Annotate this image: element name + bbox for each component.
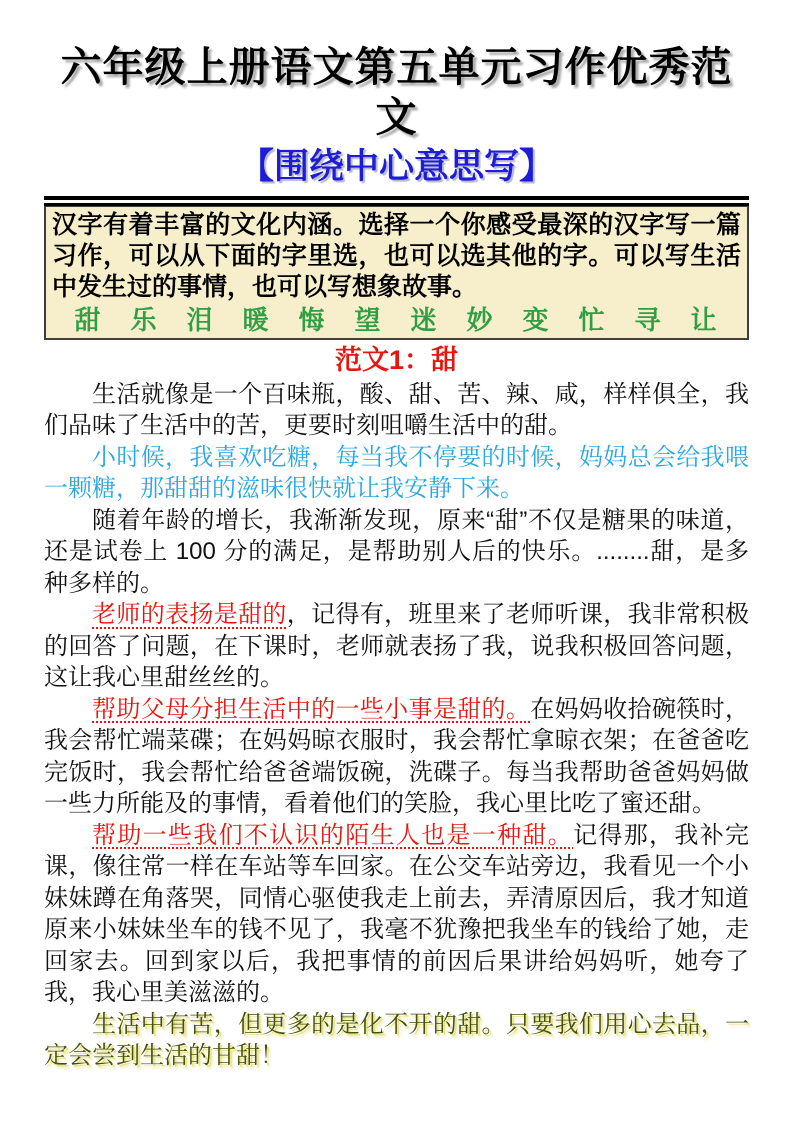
paragraph-helping-parents xyxy=(44,694,749,820)
topic-sentence-red: 帮助一些我们不认识的陌生人也是一种甜。 xyxy=(92,821,574,849)
paragraph-text: 随着年龄的增长，我渐渐发现，原来“甜”不仅是糖果的味道，还是试卷上 100 分的满足，是帮助别人后的快乐。........甜，是多种多样的。 xyxy=(44,506,749,597)
paragraph-conclusion xyxy=(44,1009,749,1072)
paragraph-text: ，记得有，班里来了老师听课，我非常积极的回答了问题，在下课时，老师就表扬了我，说我积极回答问题，这让我心里甜丝丝的。 xyxy=(44,601,750,692)
paragraph-text: 记得那，我补完课，像往常一样在车站等车回家。在公交车站旁边，我看见一个小妹妹蹲在角落哭，同情心驱使我走上前去，弄清原因后，我才知道原来小妹妹坐车的钱不见了，我毫不犹豫把我坐车的钱给了她，走回家去。回到家以后，我把事情的前因后果讲给妈妈听，她夸了我，我心里美滋滋的。 xyxy=(44,821,750,1007)
writing-prompt-box xyxy=(44,206,749,340)
topic-sentence-red: 帮助父母分担生活中的一些小事是甜的。 xyxy=(92,695,531,723)
topic-sentence-red: 老师的表扬是甜的 xyxy=(92,601,287,629)
candidate-characters: 甜 乐 泪 暖 悔 望 迷 妙 变 忙 寻 让 xyxy=(74,304,719,335)
essay-body xyxy=(44,379,749,1072)
paragraph-intro xyxy=(44,379,749,442)
paragraph-teacher-praise xyxy=(44,599,749,694)
conclusion-text-green: 生活中有苦，但更多的是化不开的甜。只要我们用心去品，一定会尝到生活的甘甜！ xyxy=(44,1010,749,1070)
paragraph-text-blue: 小时候，我喜欢吃糖，每当我不停要的时候，妈妈总会给我喂一颗糖，那甜甜的滋味很快就让我安静下来。 xyxy=(44,443,749,503)
paragraph-text: 生活就像是一个百味瓶，酸、甜、苦、辣、咸，样样俱全，我们品味了生活中的苦，更要时刻咀嚼生活中的甜。 xyxy=(44,380,749,440)
essay-heading: 范文1：甜 xyxy=(334,344,459,375)
paragraph-growing-up xyxy=(44,505,749,600)
paragraph-text: 在妈妈收拾碗筷时，我会帮忙端菜碟；在妈妈晾衣服时，我会帮忙拿晾衣架；在爸爸吃完饭时，我会帮忙给爸爸端饭碗，洗碟子。每当我帮助爸爸妈妈做一些力所能及的事情，看着他们的笑脸，我心里比吃了蜜还甜。 xyxy=(44,695,750,818)
paragraph-helping-strangers xyxy=(44,820,749,1009)
page-subtitle: 【围绕中心意思写】 xyxy=(238,147,554,187)
paragraph-childhood xyxy=(44,442,749,505)
prompt-text: 汉字有着丰富的文化内涵。选择一个你感受最深的汉字写一篇习作，可以从下面的字里选，也可以选其他的字。可以写生活中发生过的事情，也可以写想象故事。 xyxy=(52,210,741,301)
page-title: 六年级上册语文第五单元习作优秀范文 xyxy=(60,44,733,141)
double-rule-divider xyxy=(44,196,749,206)
